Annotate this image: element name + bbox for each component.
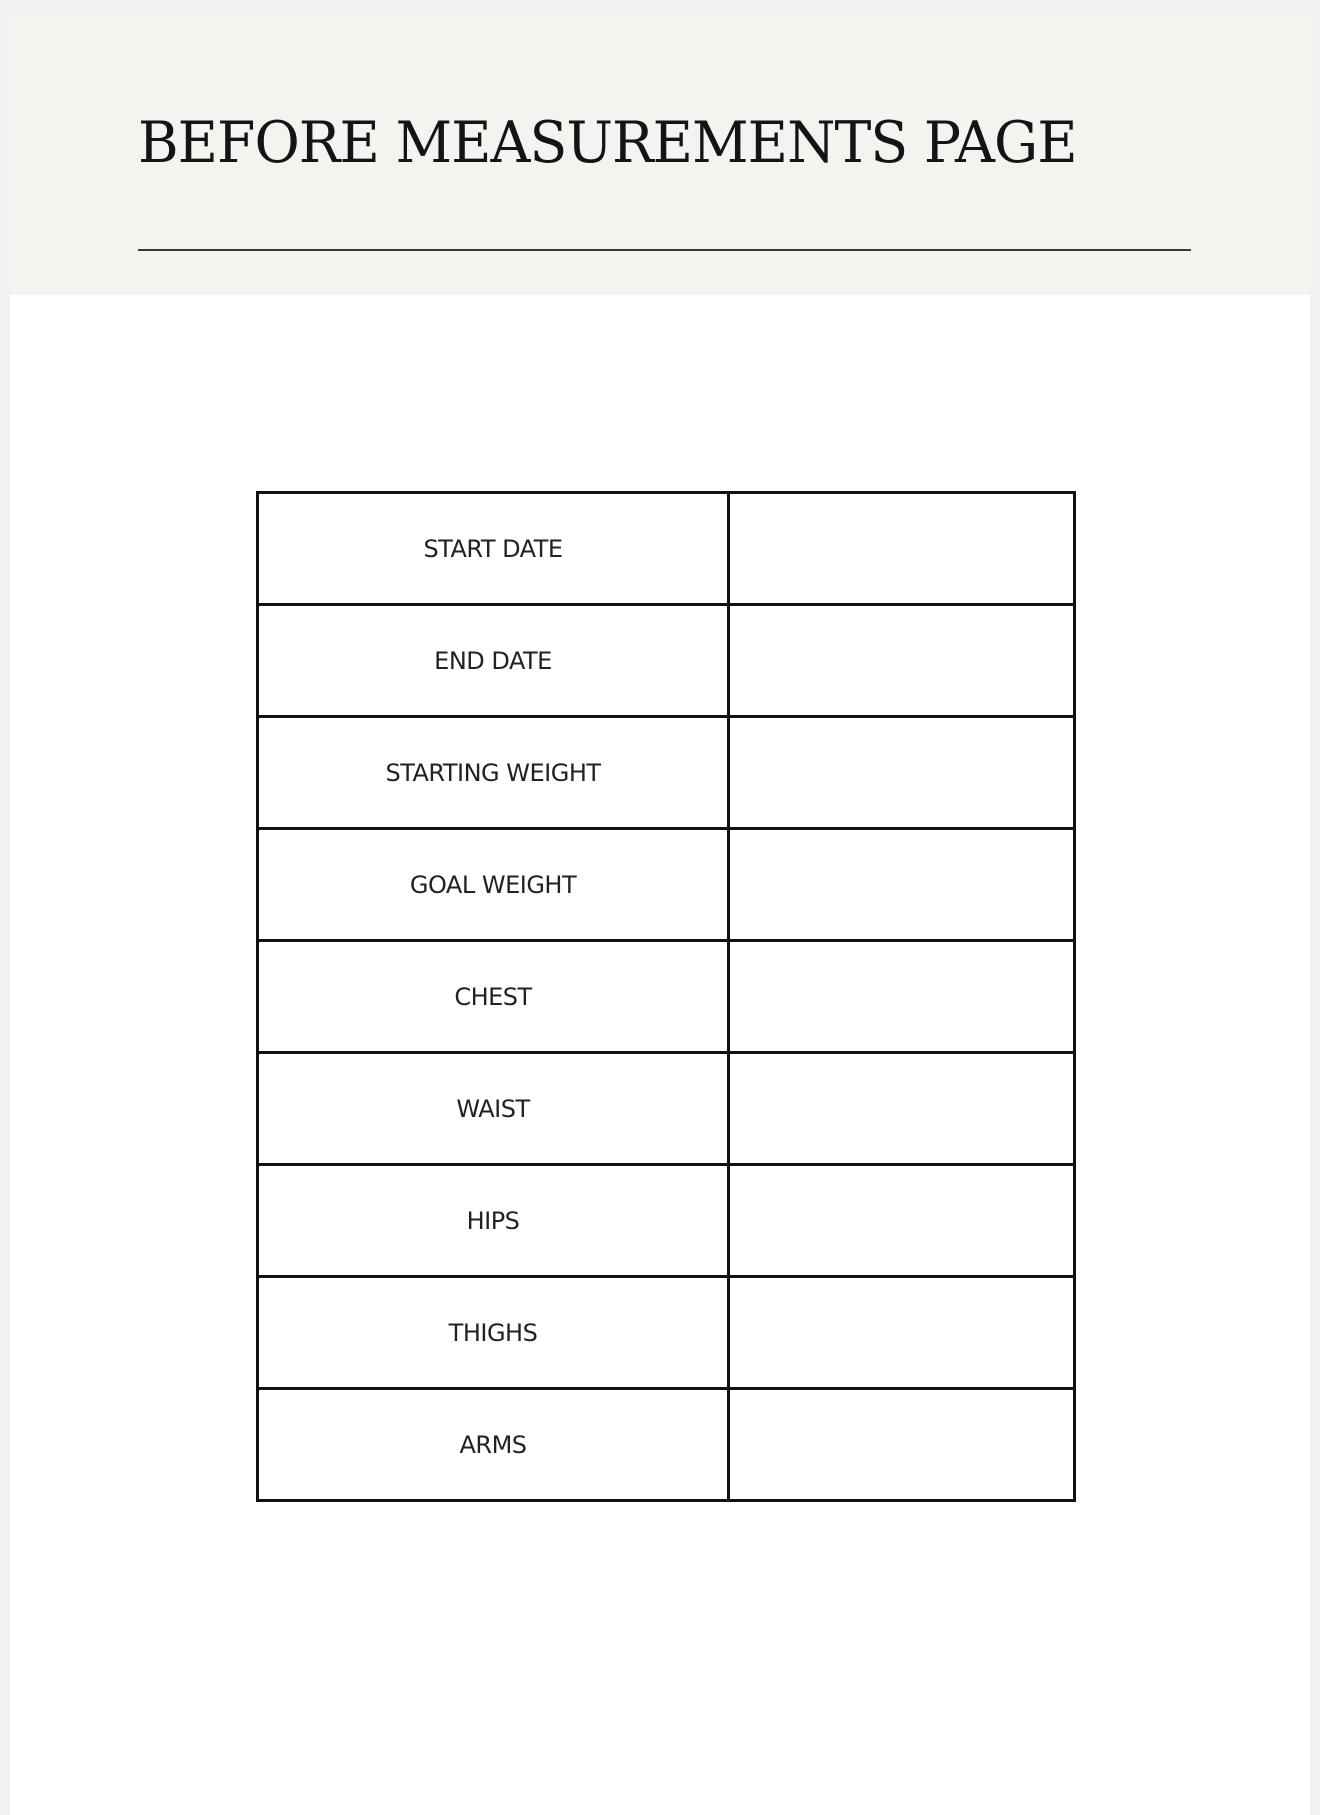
row-label-arms: ARMS: [258, 1389, 729, 1501]
row-label-start-date: START DATE: [258, 493, 729, 605]
row-label-goal-weight: GOAL WEIGHT: [258, 829, 729, 941]
table-row: [258, 829, 1075, 941]
row-value-goal-weight[interactable]: [729, 829, 1075, 941]
planner-page: [10, 12, 1310, 1815]
row-label-hips: HIPS: [258, 1165, 729, 1277]
table-row: [258, 1277, 1075, 1389]
row-label-thighs: THIGHS: [258, 1277, 729, 1389]
table-row: [258, 1053, 1075, 1165]
table-row: [258, 1389, 1075, 1501]
row-label-end-date: END DATE: [258, 605, 729, 717]
table-row: [258, 605, 1075, 717]
table-row: [258, 717, 1075, 829]
row-value-hips[interactable]: [729, 1165, 1075, 1277]
table-row: [258, 941, 1075, 1053]
table-row: [258, 1165, 1075, 1277]
row-value-starting-weight[interactable]: [729, 717, 1075, 829]
row-value-thighs[interactable]: [729, 1277, 1075, 1389]
row-label-waist: WAIST: [258, 1053, 729, 1165]
row-label-starting-weight: STARTING WEIGHT: [258, 717, 729, 829]
measurements-table: [256, 491, 1076, 1502]
row-value-chest[interactable]: [729, 941, 1075, 1053]
row-value-arms[interactable]: [729, 1389, 1075, 1501]
row-value-end-date[interactable]: [729, 605, 1075, 717]
title-divider: [138, 249, 1191, 251]
header-band: [10, 12, 1310, 295]
page-title: BEFORE MEASUREMENTS PAGE: [138, 110, 1077, 176]
table-row: [258, 493, 1075, 605]
row-value-start-date[interactable]: [729, 493, 1075, 605]
row-value-waist[interactable]: [729, 1053, 1075, 1165]
row-label-chest: CHEST: [258, 941, 729, 1053]
